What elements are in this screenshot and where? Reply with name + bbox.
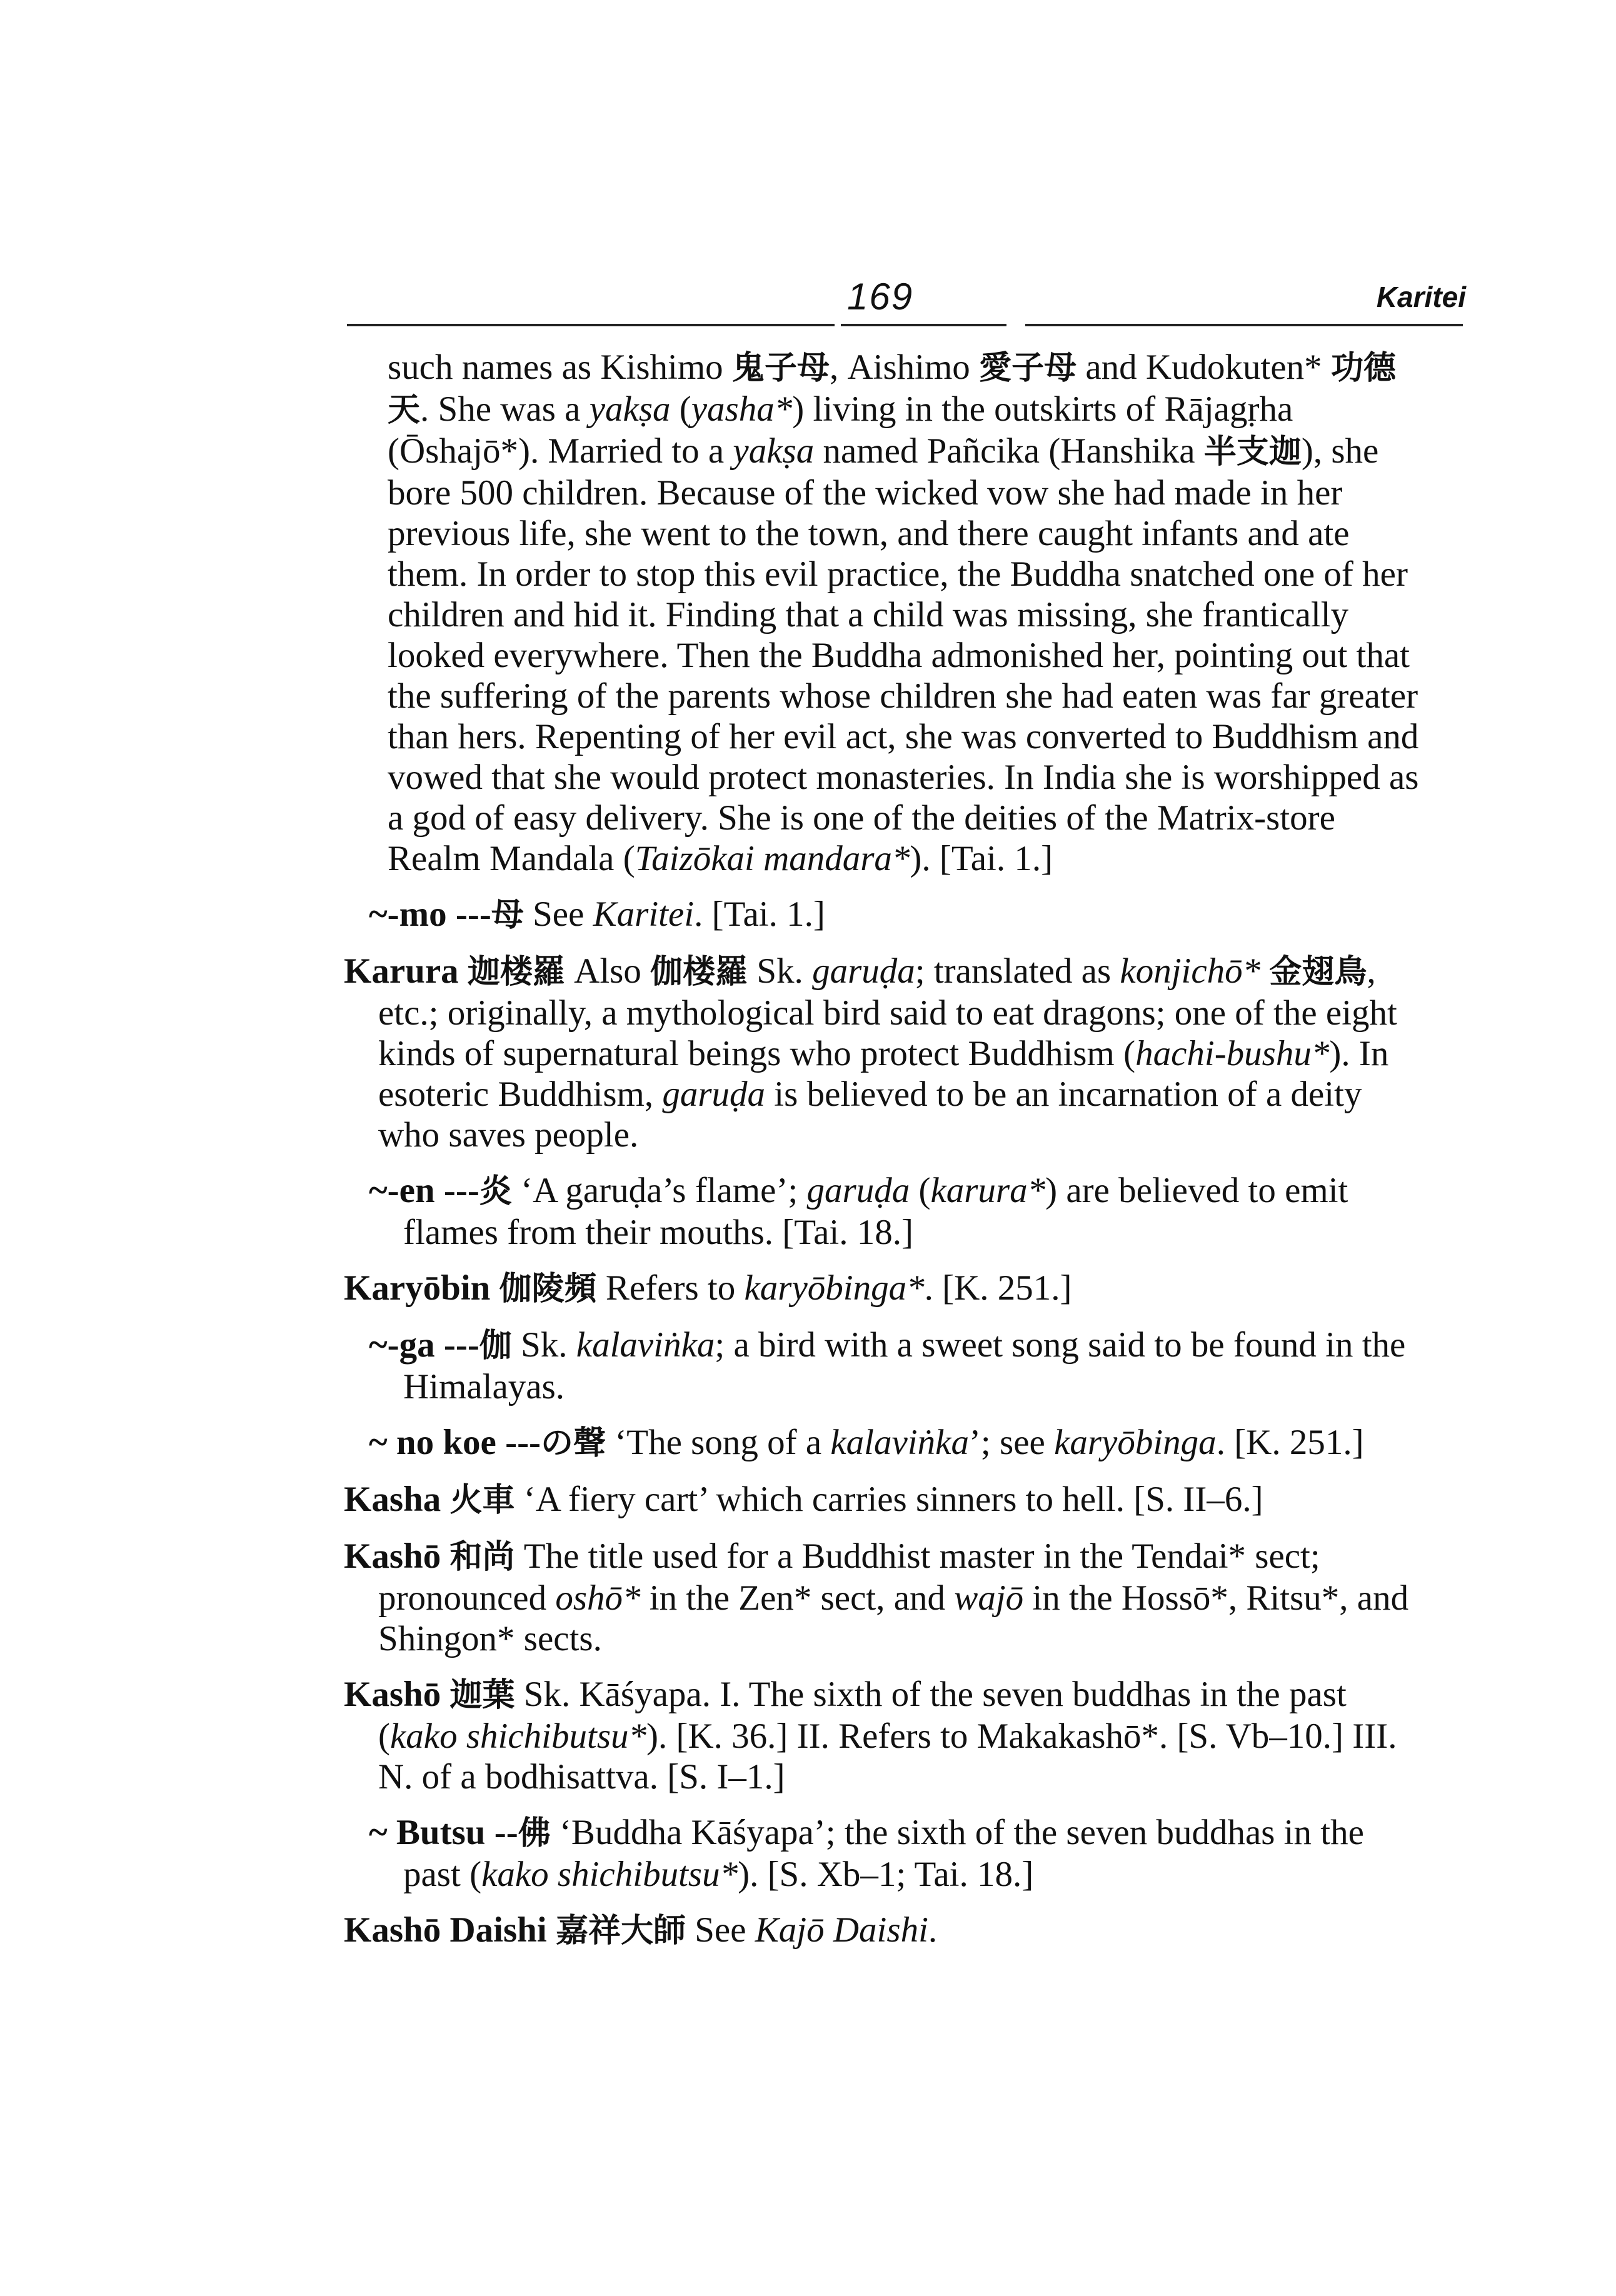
- sub-entry: [344, 1422, 1419, 1464]
- dictionary-entry: [344, 1910, 1419, 1952]
- sub-entry: [344, 1325, 1419, 1407]
- entry-text: (: [910, 1171, 931, 1210]
- entry-text: See: [523, 895, 593, 934]
- entry-text: ). [K. 36.] II. Refers to Makakashō*. [S. Vb–10.] III. N. of a bodhisattva. [S. I–1.]: [378, 1717, 1397, 1797]
- page-number: 169: [847, 276, 914, 318]
- entry-text: , Aishimo: [829, 348, 980, 387]
- italic-term: yakṣa: [589, 389, 671, 429]
- kanji-text: 迦葉: [449, 1677, 515, 1714]
- entry-text: such names as Kishimo: [388, 348, 732, 387]
- italic-term: karura*: [930, 1171, 1046, 1210]
- entry-text: ) are believed to emit flames from their mouths. [Tai. 18.]: [403, 1171, 1348, 1252]
- entry-text: [441, 1480, 449, 1519]
- entry-text: Refers to: [596, 1268, 745, 1308]
- header-rule-right: [1025, 324, 1463, 326]
- page-header: [347, 269, 1466, 325]
- italic-term: kako shichibutsu*: [389, 1717, 647, 1756]
- dictionary-entries: [344, 347, 1419, 1967]
- headword: Kashō Daishi: [344, 1910, 547, 1950]
- entry-text: Also: [565, 951, 651, 991]
- italic-term: wajō: [954, 1578, 1024, 1618]
- italic-term: Kajō Daishi: [755, 1910, 928, 1950]
- sub-entry: [344, 894, 1419, 936]
- entry-text: ‘The song of a: [606, 1423, 831, 1462]
- entry-text: , etc.; originally, a mythological bird said to eat dragons; one of the eight kinds of supernatural beings who protect Buddhism (: [378, 951, 1397, 1073]
- kanji-text: の聲: [541, 1425, 606, 1462]
- kanji-text: 金翅鳥: [1269, 953, 1367, 991]
- entry-text: [441, 1675, 449, 1714]
- header-rule-left: [347, 324, 835, 326]
- entry-text: . She was a: [420, 389, 590, 429]
- kanji-text: 鬼子母: [731, 349, 830, 387]
- entry-text: . [Tai. 1.]: [694, 895, 825, 934]
- italic-term: Karitei: [593, 895, 695, 934]
- dictionary-entry: [344, 951, 1419, 1155]
- entry-text: Sk.: [748, 951, 813, 991]
- dictionary-entry: [344, 1479, 1419, 1521]
- kanji-text: 半支迦: [1203, 433, 1302, 471]
- entry-text: named Pañcika (Hanshika: [814, 431, 1204, 471]
- entry-text: [459, 951, 468, 991]
- italic-term: garuḍa: [812, 951, 915, 991]
- entry-text: ‘A fiery cart’ which carries sinners to hell. [S. II–6.]: [514, 1480, 1263, 1519]
- italic-term: yasha*: [691, 389, 793, 429]
- kanji-text: 和尚: [449, 1538, 515, 1576]
- italic-term: konjichō*: [1120, 951, 1261, 991]
- entry-continuation: [344, 347, 1419, 879]
- entry-text: ), she bore 500 children. Because of the wicked vow she had made in her previous life, she went to the town, and there caught infants and ate them. In order to stop this evil practice, the Buddha snatched one of her children and hid it. Finding that a child was missing, she frantically looked everywhere. Then the Buddha admonished her, pointing out that the suffering of the parents whose children she had eaten was far greater than hers. Repenting of her evil act, she was converted to Buddhism and vowed that she would protect monasteries. In India she is worshipped as a god of easy delivery. She is one of the deities of the Matrix-store Realm Mandala (: [388, 431, 1419, 878]
- subentry-headword: ~-mo ---: [369, 895, 491, 934]
- entry-text: [441, 1537, 449, 1576]
- entry-text: .: [928, 1910, 938, 1950]
- dictionary-entry: [344, 1674, 1419, 1797]
- subentry-headword: ~-en ---: [369, 1171, 479, 1210]
- headword: Karyōbin: [344, 1268, 491, 1308]
- entry-text: ; a bird with a sweet song said to be found in the Himalayas.: [403, 1325, 1406, 1406]
- italic-term: karyōbinga*: [744, 1268, 925, 1308]
- header-rule-mid: [841, 324, 1006, 326]
- kanji-text: 伽陵頻: [499, 1270, 597, 1308]
- italic-term: yakṣa: [733, 431, 815, 471]
- headword: Kashō: [344, 1675, 441, 1714]
- italic-term: oshō*: [555, 1578, 641, 1618]
- entry-text: . [K. 251.]: [924, 1268, 1072, 1308]
- kanji-text: 佛: [518, 1815, 551, 1852]
- entry-text: Sk. Kāśyapa. I. The sixth of the seven buddhas in the past (: [378, 1675, 1347, 1756]
- entry-text: [1260, 951, 1269, 991]
- headword: Kasha: [344, 1480, 441, 1519]
- subentry-headword: ~-ga ---: [369, 1325, 479, 1365]
- entry-text: Sk.: [511, 1325, 576, 1365]
- headword: Kashō: [344, 1537, 441, 1576]
- kanji-text: 伽楼羅: [650, 953, 748, 991]
- entry-text: ’; see: [968, 1423, 1055, 1462]
- entry-text: ) living in the outskirts of Rājagṛha (Ōshajō*). Married to a: [388, 389, 1293, 471]
- running-head: Karitei: [1376, 281, 1466, 313]
- italic-term: hachi-bushu*: [1135, 1034, 1330, 1073]
- entry-text: in the Zen* sect, and: [640, 1578, 955, 1618]
- kanji-text: 母: [491, 896, 524, 934]
- dictionary-entry: [344, 1268, 1419, 1310]
- italic-term: garuḍa: [662, 1075, 766, 1114]
- entry-text: (: [670, 389, 691, 429]
- kanji-text: 嘉祥大師: [555, 1912, 686, 1950]
- subentry-headword: ~ Butsu --: [369, 1813, 518, 1852]
- dictionary-entry: [344, 1536, 1419, 1659]
- sub-entry: [344, 1812, 1419, 1895]
- italic-term: garuḍa: [806, 1171, 910, 1210]
- entry-text: ‘A garuḍa’s flame’;: [511, 1171, 807, 1210]
- entry-text: ). [Tai. 1.]: [910, 839, 1053, 878]
- kanji-text: 迦楼羅: [467, 953, 565, 991]
- italic-term: Taizōkai mandara*: [635, 839, 910, 878]
- sub-entry: [344, 1170, 1419, 1253]
- entry-text: is believed to be an incarnation of a deity who saves people.: [378, 1075, 1362, 1155]
- kanji-text: 火車: [449, 1481, 515, 1519]
- entry-text: . [K. 251.]: [1216, 1423, 1364, 1462]
- kanji-text: 炎: [479, 1173, 512, 1210]
- italic-term: kalaviṅka: [830, 1423, 969, 1462]
- entry-text: See: [685, 1910, 755, 1950]
- kanji-text: 伽: [479, 1327, 512, 1365]
- entry-text: ). [S. Xb–1; Tai. 18.]: [738, 1855, 1034, 1894]
- italic-term: kalaviṅka: [576, 1325, 715, 1365]
- entry-text: [547, 1910, 556, 1950]
- entry-text: ; translated as: [915, 951, 1120, 991]
- entry-text: [490, 1268, 499, 1308]
- entry-text: The title used for a Buddhist master in the Tendai* sect; pronounced: [378, 1537, 1320, 1618]
- italic-term: kako shichibutsu*: [481, 1855, 738, 1894]
- headword: Karura: [344, 951, 459, 991]
- kanji-text: 功德天: [388, 349, 1396, 429]
- entry-text: ). In esoteric Buddhism,: [378, 1034, 1389, 1114]
- kanji-text: 愛子母: [979, 349, 1077, 387]
- subentry-headword: ~ no koe ---: [369, 1423, 541, 1462]
- italic-term: karyōbinga: [1054, 1423, 1217, 1462]
- entry-text: in the Hossō*, Ritsu*, and Shingon* sects.: [378, 1578, 1409, 1658]
- entry-text: ‘Buddha Kāśyapa’; the sixth of the seven buddhas in the past (: [403, 1813, 1364, 1894]
- entry-text: and Kudokuten*: [1076, 348, 1331, 387]
